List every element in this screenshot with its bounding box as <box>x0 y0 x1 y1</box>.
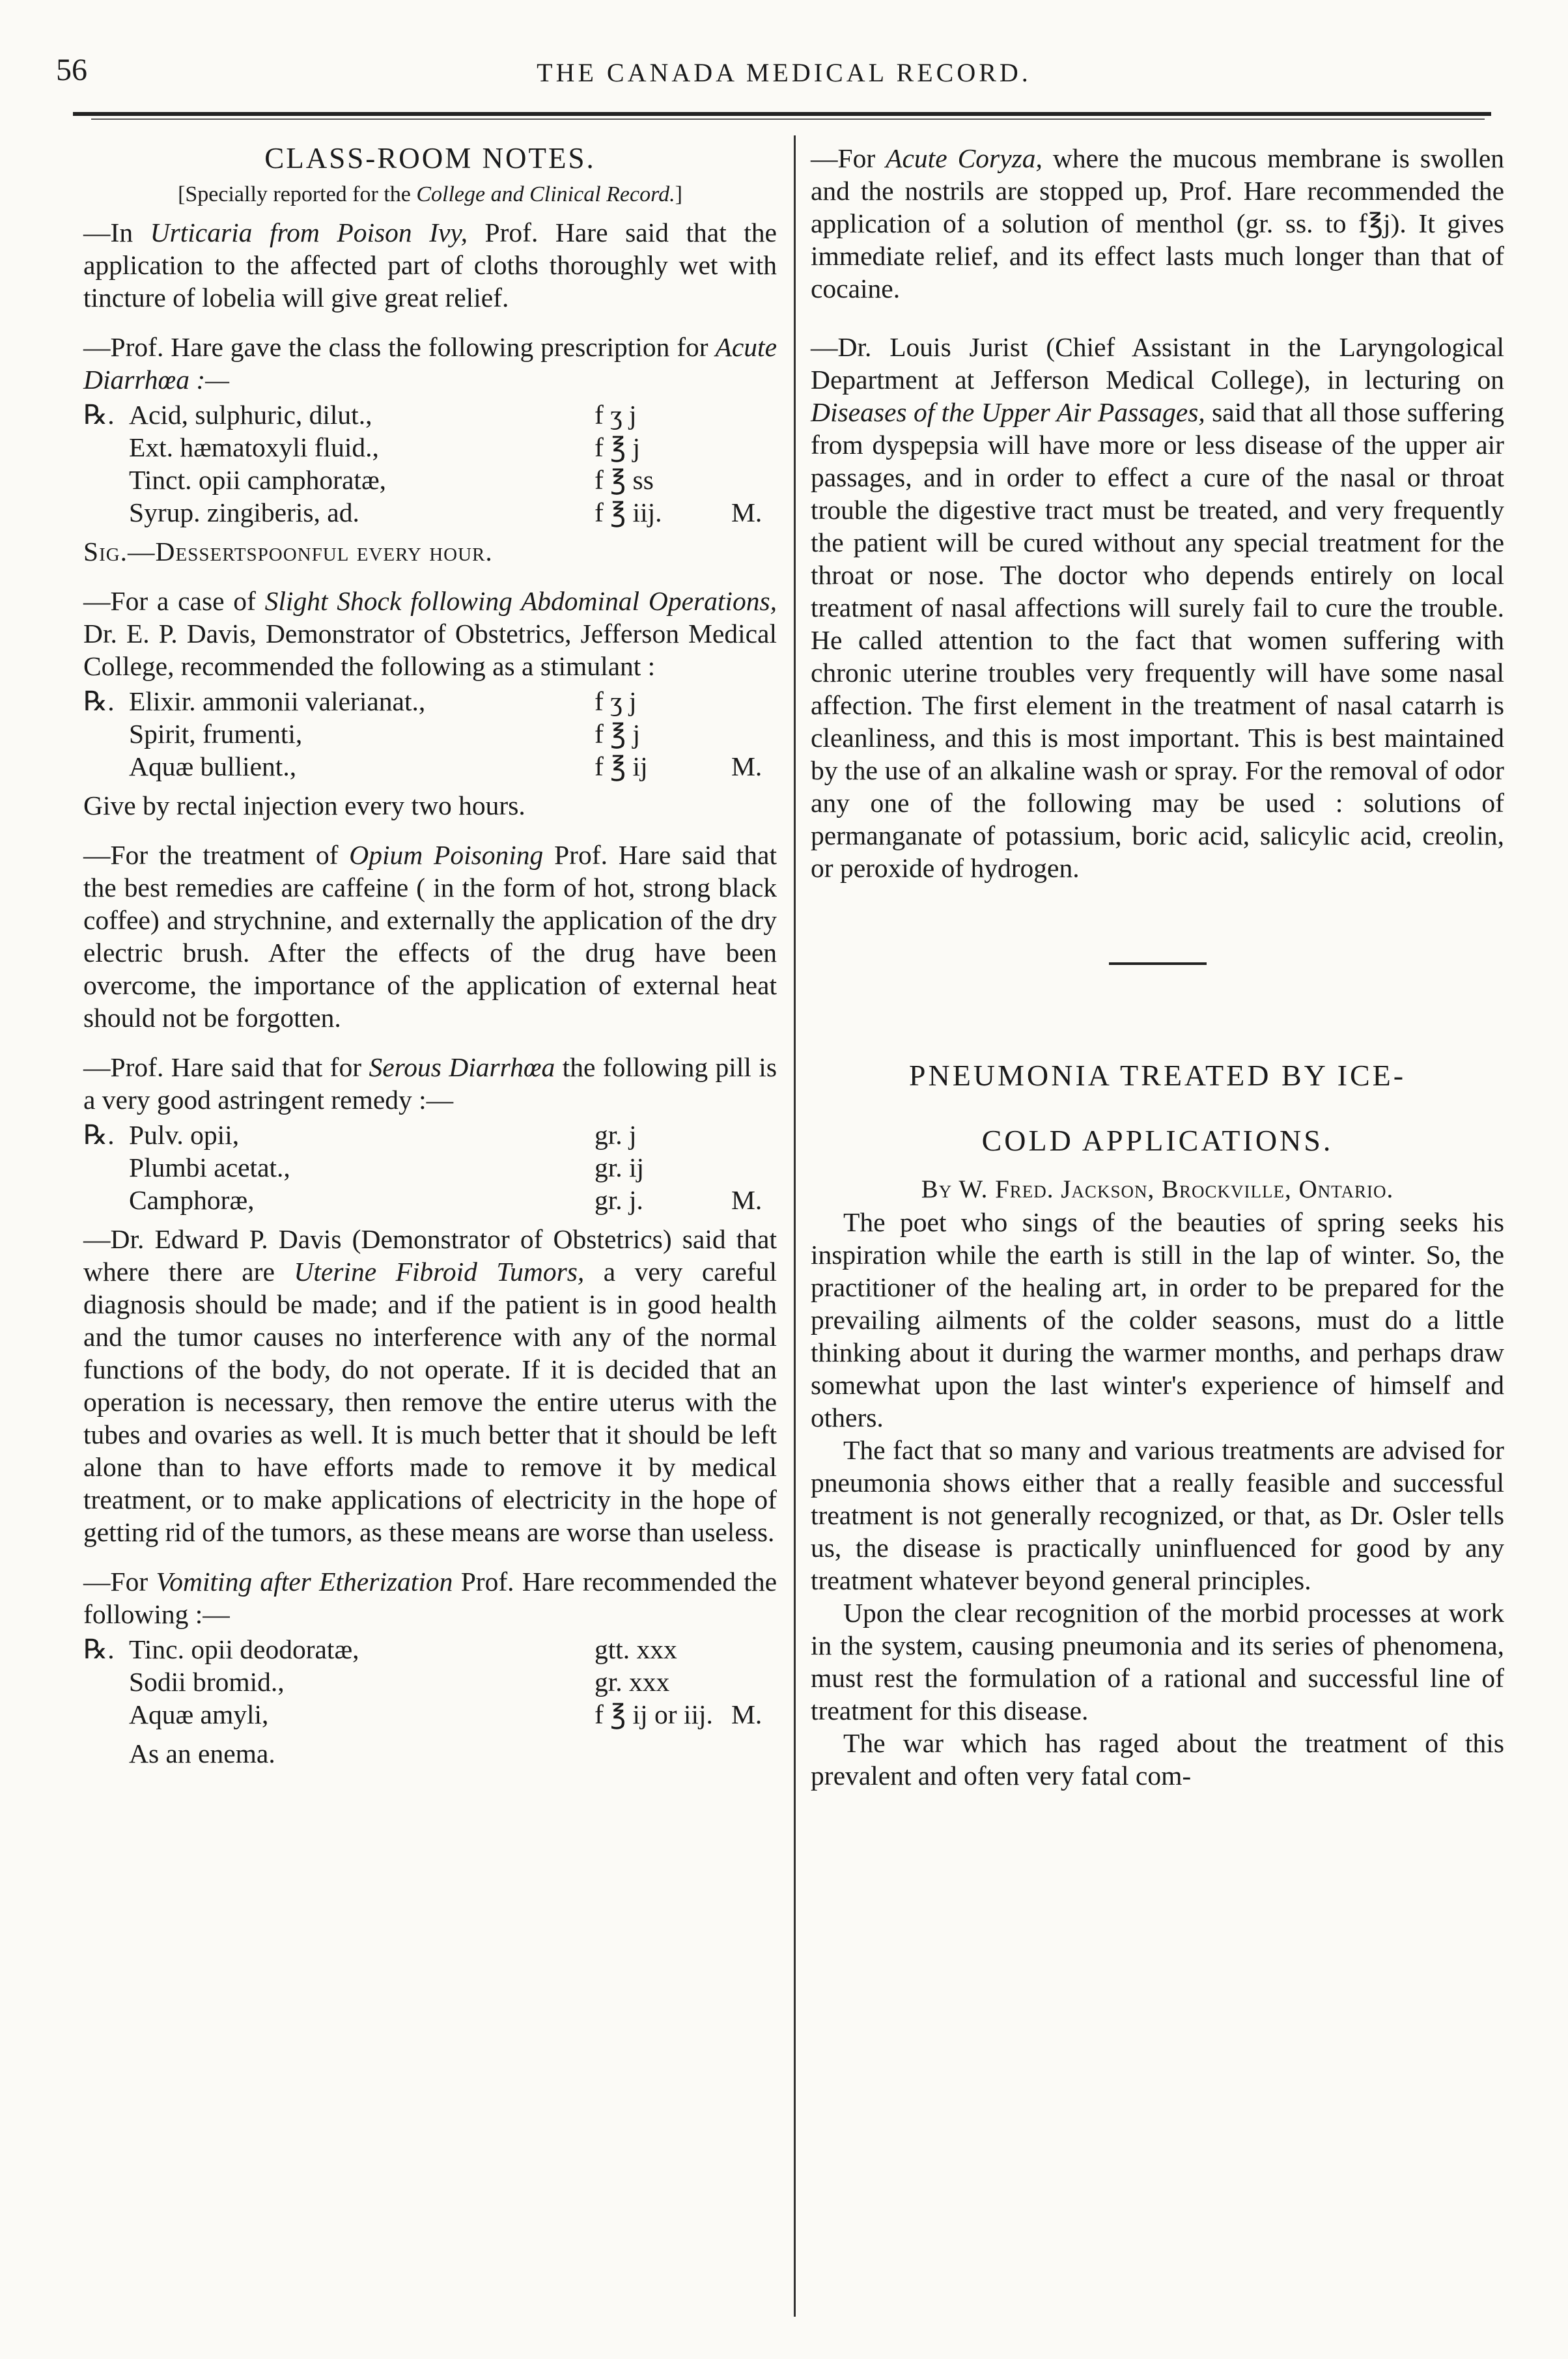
text: Dr. E. P. Davis, Demonstrator of Obstetrics, Jefferson Medical College, recommended the following as a stimulant : <box>83 619 777 681</box>
text: —Prof. Hare gave the class the following prescription for <box>83 332 716 362</box>
prescription-line <box>83 398 777 431</box>
rx-ingredient: Ext. hæmatoxyli fluid., <box>129 432 379 462</box>
rx-mix <box>731 1119 777 1151</box>
rx-dose: gtt. xxx <box>595 1634 677 1664</box>
rx-mix: M. <box>731 751 763 781</box>
reported-note <box>83 181 777 208</box>
text: —For the treatment of <box>83 840 350 870</box>
rx-ingredient: Tinc. opii deodoratæ, <box>129 1634 359 1664</box>
section-separator <box>1109 962 1207 965</box>
prescription-line <box>83 718 777 750</box>
rx-ingredient: Plumbi acetat., <box>129 1152 290 1182</box>
text: —Dr. Edward P. Davis (Demonstrator of Obstetrics) said that where there are <box>83 1224 777 1287</box>
prescription-4 <box>83 1633 777 1731</box>
rx-dose: f ℥ iij. <box>595 497 662 527</box>
prescription-line <box>83 464 777 496</box>
note-italic: College and Clinical Record. <box>416 182 675 206</box>
signa: Sig.—Dessertspoonful every hour. <box>83 537 493 566</box>
rx-mix <box>731 685 777 718</box>
prescription-line <box>83 1633 777 1666</box>
section-heading: CLASS-ROOM NOTES. <box>264 142 596 174</box>
left-column <box>83 142 777 1770</box>
prescription-line <box>83 1184 777 1216</box>
prescription-line <box>83 750 777 783</box>
rx-symbol <box>83 496 129 529</box>
article-byline: By W. Fred. Jackson, Brockville, Ontario. <box>921 1175 1394 1203</box>
rx-symbol <box>83 1698 129 1731</box>
prescription-1 <box>83 398 777 529</box>
rx-dose: f ℥ ss <box>595 465 654 495</box>
prescription-line <box>83 685 777 718</box>
italic-text: Acute Diarrhœa :— <box>83 332 777 395</box>
prescription-line <box>83 1698 777 1731</box>
rx-ingredient: Spirit, frumenti, <box>129 719 303 749</box>
rx-dose: f ℥ ij <box>595 751 648 781</box>
rx-mix <box>731 464 777 496</box>
prescription-3 <box>83 1119 777 1216</box>
article-paragraph: The poet who sings of the beauties of spring seeks his inspiration while the earth is still in the lap of winter. So, the practitioner of the healing art, in order to be prepared for the prevailing ailments of the colder seasons, must do a little thinking about it during the warmer months, and perhaps draw somewhat upon the last winter's experience of himself and others. <box>811 1207 1504 1432</box>
rx-dose: f ʒ j <box>595 686 637 716</box>
prescription-line <box>83 1151 777 1184</box>
rx-mix <box>731 398 777 431</box>
paragraph-fibroid <box>83 1223 777 1548</box>
paragraph-opium <box>83 839 777 1034</box>
rx-dose: f ℥ j <box>595 432 641 462</box>
text: —In <box>83 217 150 247</box>
page-number: 56 <box>56 53 87 87</box>
paragraph-serous <box>83 1051 777 1116</box>
column-divider <box>794 135 796 2317</box>
italic-text: Opium Poisoning <box>349 840 544 870</box>
article-title-line-1: PNEUMONIA TREATED BY ICE- <box>908 1059 1407 1092</box>
prescription-line <box>83 496 777 529</box>
text: —Prof. Hare said that for <box>83 1052 369 1082</box>
text: —For <box>83 1567 156 1597</box>
header-rule <box>73 112 1491 116</box>
note-end: ] <box>675 182 682 206</box>
article-title-line-2: COLD APPLICATIONS. <box>981 1124 1334 1157</box>
rx-mix <box>731 431 777 464</box>
rx-ingredient: Aquæ amyli, <box>129 1699 269 1729</box>
rx-mix <box>731 718 777 750</box>
rx-ingredient: Syrup. zingiberis, ad. <box>129 497 359 527</box>
text: the following pill is a very good astringent remedy :— <box>83 1052 777 1115</box>
rx-symbol <box>83 1666 129 1698</box>
prescription-line <box>83 431 777 464</box>
rx-ingredient: Camphoræ, <box>129 1185 255 1215</box>
rx-mix: M. <box>731 497 763 527</box>
text: Prof. Hare recommended the following :— <box>83 1567 777 1629</box>
note-text: [Specially reported for the <box>178 182 417 206</box>
paragraph-jurist <box>811 331 1504 884</box>
rx-symbol <box>83 431 129 464</box>
directions: Give by rectal injection every two hours. <box>83 790 525 820</box>
paragraph-coryza <box>811 142 1504 305</box>
rx-mix: M. <box>731 1699 763 1729</box>
paragraph-vomiting <box>83 1565 777 1630</box>
rx-symbol <box>83 718 129 750</box>
enema-note: As an enema. <box>129 1738 275 1768</box>
text: where the mucous membrane is swollen and the nostrils are stopped up, Prof. Hare recommended the application of a solution of menthol (gr. ss. to f℥j). It gives immediate relief, and its effect lasts much longer than that of cocaine. <box>811 143 1504 303</box>
italic-text: Vomiting after Etherization <box>156 1567 453 1597</box>
text: a very careful diagnosis should be made; and if the patient is in good health and the tumor causes no interference with any of the normal functions of the body, do not operate. If it is decided that an operation is necessary, then remove the entire uterus with the tubes and ovaries as well. It is much better that it should be left alone than to have efforts made to remove it by medical treatment, or to make applications of electricity in the hope of getting rid of the tumors, as these means are worse than useless. <box>83 1257 777 1547</box>
italic-text: Urticaria from Poison Ivy, <box>150 217 468 247</box>
rx-mix <box>731 1666 777 1698</box>
italic-text: Acute Coryza, <box>886 143 1043 173</box>
prescription-line <box>83 1119 777 1151</box>
paragraph-shock <box>83 585 777 682</box>
rx-symbol <box>83 1184 129 1216</box>
rx-symbol: ℞. <box>83 1120 115 1150</box>
rx-ingredient: Tinct. opii camphoratæ, <box>129 465 386 495</box>
italic-text: Serous Diarrhœa <box>369 1052 555 1082</box>
text: —For <box>811 143 886 173</box>
rx-dose: gr. xxx <box>595 1667 670 1697</box>
text: —For a case of <box>83 586 265 616</box>
paragraph-diarrhoea <box>83 331 777 396</box>
rx-dose: gr. ij <box>595 1152 645 1182</box>
rx-dose: f ℥ ij or iij. <box>595 1699 713 1729</box>
italic-text: Slight Shock following Abdominal Operations, <box>264 586 777 616</box>
italic-text: Uterine Fibroid Tumors, <box>294 1257 585 1287</box>
article-paragraph: The war which has raged about the treatment of this prevalent and often very fatal com- <box>811 1728 1504 1791</box>
rx-ingredient: Pulv. opii, <box>129 1120 240 1150</box>
rx-mix <box>731 1633 777 1666</box>
article-paragraph: The fact that so many and various treatments are advised for pneumonia shows either that a really feasible and successful treatment is not generally recognized, or that, as Dr. Osler tells us, the disease is practically uninfluenced for good by any treatment whatever beyond general principles. <box>811 1435 1504 1595</box>
rx-mix <box>731 1151 777 1184</box>
rx-dose: f ʒ j <box>595 400 637 430</box>
rx-symbol <box>83 750 129 783</box>
rx-symbol: ℞. <box>83 400 115 430</box>
rx-symbol: ℞. <box>83 686 115 716</box>
rx-dose: gr. j. <box>595 1185 643 1215</box>
paragraph-urticaria <box>83 216 777 314</box>
rx-dose: f ℥ j <box>595 719 641 749</box>
rx-ingredient: Elixir. ammonii valerianat., <box>129 686 426 716</box>
right-column <box>811 142 1504 1792</box>
text: Prof. Hare said that the application to the affected part of cloths thoroughly wet with tincture of lobelia will give great relief. <box>83 217 777 313</box>
rx-symbol <box>83 1151 129 1184</box>
rx-ingredient: Aquæ bullient., <box>129 751 297 781</box>
rx-symbol <box>83 464 129 496</box>
text: —Dr. Louis Jurist (Chief Assistant in the Laryngological Department at Jefferson Medical College), in lecturing on <box>811 332 1504 395</box>
article-paragraph: Upon the clear recognition of the morbid processes at work in the system, causing pneumonia and its series of phenomena, must rest the formulation of a rational and successful line of treatment for this disease. <box>811 1598 1504 1725</box>
italic-text: Diseases of the Upper Air Passages, <box>811 397 1205 427</box>
prescription-line <box>83 1666 777 1698</box>
text: said that all those suffering from dyspepsia will have more or less disease of the upper air passages, and in order to effect a cure of the nasal or throat trouble the digestive tract must be treated, and very frequently the patient will be cured without any special treatment for the throat or nose. The doctor who depends entirely on local treatment of nasal affections will surely fail to cure the trouble. He called attention to the fact that women suffering with chronic uterine troubles very frequently will have some nasal affection. The first element in the treatment of nasal catarrh is cleanliness, and this is most important. This is best maintained by the use of an alkaline wash or spray. For the removal of odor any one of the following may be used : solutions of permanganate of potassium, boric acid, salicylic acid, creolin, or peroxide of hydrogen. <box>811 397 1505 883</box>
rx-dose: gr. j <box>595 1120 637 1150</box>
rx-ingredient: Sodii bromid., <box>129 1667 285 1697</box>
rx-symbol: ℞. <box>83 1634 115 1664</box>
header-rule-thin <box>91 119 1485 120</box>
prescription-2 <box>83 685 777 783</box>
running-title: THE CANADA MEDICAL RECORD. <box>537 58 1031 87</box>
text: Prof. Hare said that the best remedies are caffeine ( in the form of hot, strong black coffee) and strychnine, and externally the application of the dry electric brush. After the effects of the drug have been overcome, the importance of the application of external heat should not be forgotten. <box>83 840 777 1033</box>
rx-ingredient: Acid, sulphuric, dilut., <box>129 400 372 430</box>
rx-mix: M. <box>731 1185 763 1215</box>
